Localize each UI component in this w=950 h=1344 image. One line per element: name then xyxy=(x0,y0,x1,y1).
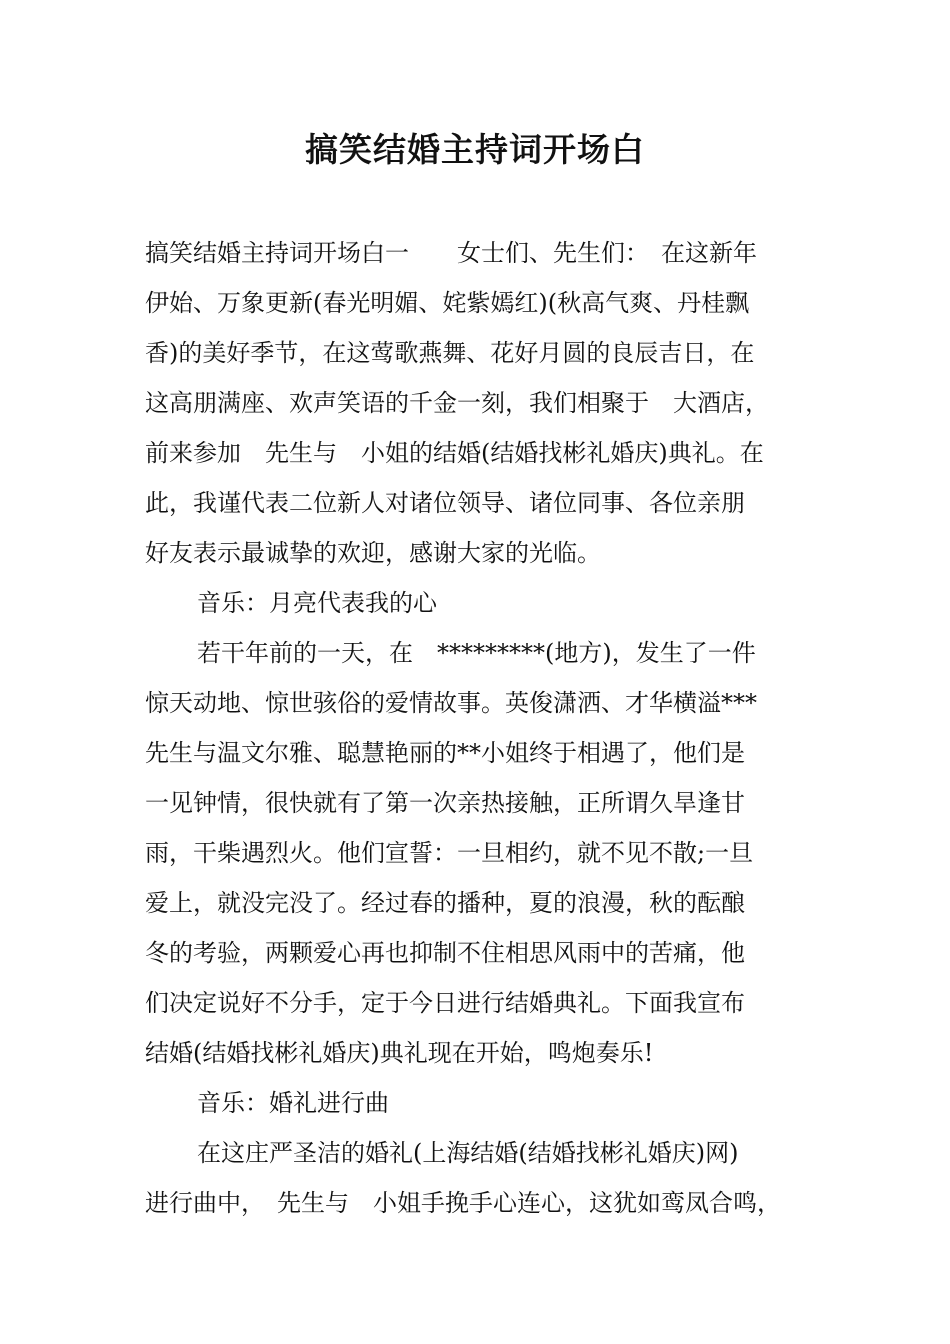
paragraph-line: 在这庄严圣洁的婚礼(上海结婚(结婚找彬礼婚庆)网) xyxy=(197,1139,739,1167)
music-cue-line: 音乐：月亮代表我的心 xyxy=(197,589,437,617)
paragraph-line: 前来参加 先生与 小姐的结婚(结婚找彬礼婚庆)典礼。在 xyxy=(145,439,764,467)
paragraph-line: 若干年前的一天，在 *********(地方)，发生了一件 xyxy=(197,639,756,667)
paragraph-line: 伊始、万象更新(春光明媚、姹紫嫣红)(秋高气爽、丹桂飘 xyxy=(145,289,750,317)
paragraph-line: 此，我谨代表二位新人对诸位领导、诸位同事、各位亲朋 xyxy=(145,489,745,517)
paragraph-line: 惊天动地、惊世骇俗的爱情故事。英俊潇洒、才华横溢*** xyxy=(145,689,757,717)
paragraph-line: 进行曲中， 先生与 小姐手挽手心连心，这犹如鸾凤合鸣， xyxy=(145,1189,781,1217)
music-cue-line: 音乐：婚礼进行曲 xyxy=(197,1089,389,1117)
paragraph-line: 先生与温文尔雅、聪慧艳丽的**小姐终于相遇了，他们是 xyxy=(145,739,745,767)
paragraph-line: 结婚(结婚找彬礼婚庆)典礼现在开始，鸣炮奏乐! xyxy=(145,1039,654,1067)
paragraph-line: 们决定说好不分手，定于今日进行结婚典礼。下面我宣布 xyxy=(145,989,745,1017)
paragraph-line: 爱上，就没完没了。经过春的播种，夏的浪漫，秋的酝酿 xyxy=(145,889,745,917)
document-body xyxy=(145,228,810,1228)
paragraph-line: 雨，干柴遇烈火。他们宣誓：一旦相约，就不见不散;一旦 xyxy=(145,839,754,867)
paragraph-line: 香)的美好季节，在这莺歌燕舞、花好月圆的良辰吉日，在 xyxy=(145,339,755,367)
paragraph-line: 冬的考验，两颗爱心再也抑制不住相思风雨中的苦痛，他 xyxy=(145,939,745,967)
paragraph-line: 这高朋满座、欢声笑语的千金一刻，我们相聚于 大酒店， xyxy=(145,389,769,417)
paragraph-line: 一见钟情，很快就有了第一次亲热接触，正所谓久旱逢甘 xyxy=(145,789,745,817)
document-title: 搞笑结婚主持词开场白 xyxy=(305,130,645,169)
paragraph-line: 搞笑结婚主持词开场白一 女士们、先生们： 在这新年 xyxy=(145,239,757,267)
paragraph-line: 好友表示最诚挚的欢迎，感谢大家的光临。 xyxy=(145,539,601,567)
